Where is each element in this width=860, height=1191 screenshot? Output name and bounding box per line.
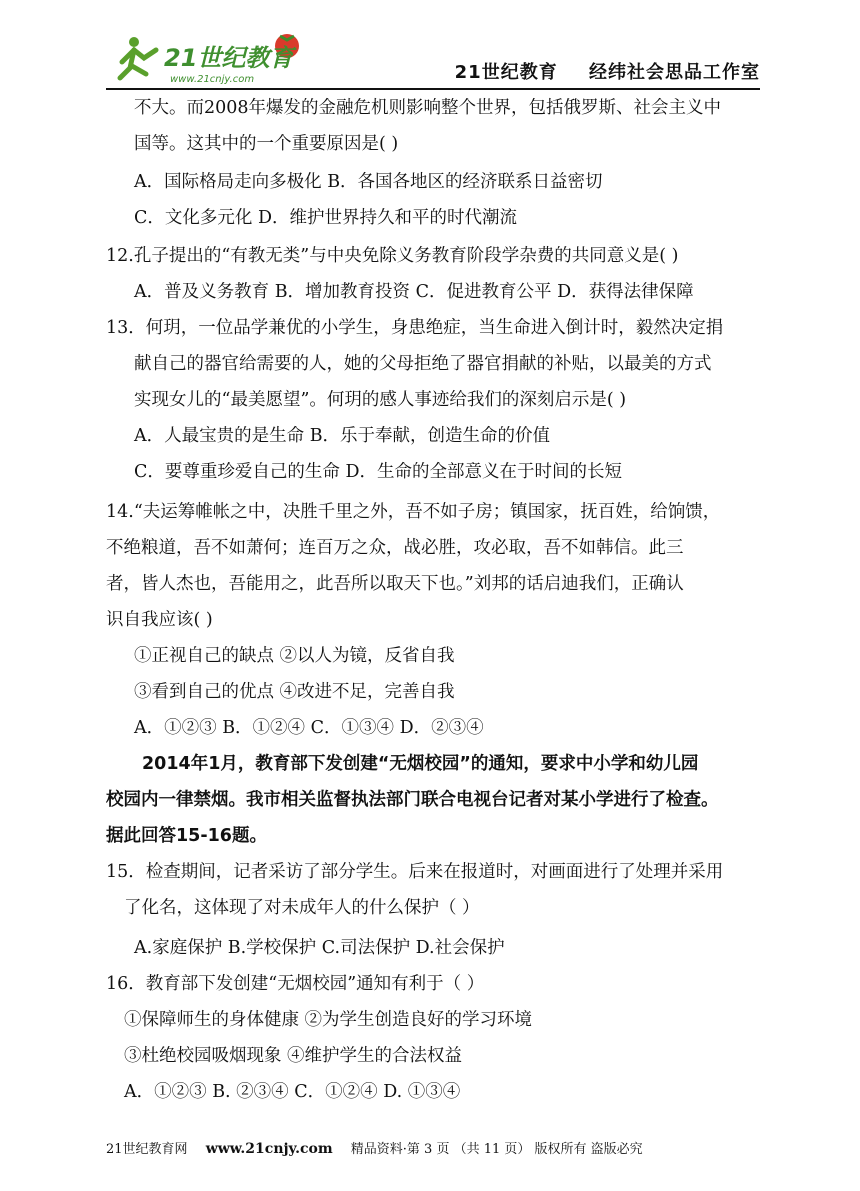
text-line: 者，皆人杰也，吾能用之，此吾所以取天下也。”刘邦的话启迪我们，正确认	[106, 574, 684, 594]
option-line: ①正视自己的缺点 ②以人为镜，反省自我	[134, 646, 455, 666]
question-16: 16．教育部下发创建“无烟校园”通知有利于（ ）	[106, 974, 485, 994]
question-13: 13．何玥，一位品学兼优的小学生，身患绝症，当生命进入倒计时，毅然决定捐	[106, 318, 724, 338]
option-line: A．①②③ B．①②④ C．①③④ D．②③④	[134, 718, 484, 738]
option-line: A．①②③ B. ②③④ C．①②④ D. ①③④	[124, 1082, 461, 1102]
text-line: 献自己的器官给需要的人，她的父母拒绝了器官捐献的补贴，以最美的方式	[134, 354, 712, 374]
option-line: ①保障师生的身体健康 ②为学生创造良好的学习环境	[124, 1010, 533, 1030]
text-line: 不绝粮道，吾不如萧何；连百万之众，战必胜，攻必取，吾不如韩信。此三	[106, 538, 684, 558]
text-line: 了化名，这体现了对未成年人的什么保护（ ）	[124, 898, 480, 918]
option-line: C．要尊重珍爱自己的生命 D．生命的全部意义在于时间的长短	[134, 462, 622, 482]
option-line: C．文化多元化 D．维护世界持久和平的时代潮流	[134, 208, 517, 228]
footer-right: 精品资料·第 3 页 （共 11 页） 版权所有 盗版必究	[350, 1142, 643, 1157]
text-line: 识自我应该( )	[106, 610, 213, 630]
option-line: A.家庭保护 B.学校保护 C.司法保护 D.社会保护	[134, 938, 505, 958]
svg-text:www.21cnjy.com: www.21cnjy.com	[170, 74, 255, 85]
text-line: 不大。而2008年爆发的金融危机则影响整个世界，包括俄罗斯、社会主义中	[134, 98, 722, 118]
svg-text:21世纪教育: 21世纪教育	[164, 44, 294, 72]
material-paragraph: 2014年1月，教育部下发创建“无烟校园”的通知，要求中小学和幼儿园	[142, 754, 699, 774]
option-line: A．人最宝贵的是生命 B．乐于奉献，创造生命的价值	[134, 426, 551, 446]
logo-21cnjy	[112, 28, 312, 88]
option-line: ③看到自己的优点 ④改进不足，完善自我	[134, 682, 455, 702]
page-header	[0, 0, 860, 92]
option-line: A．国际格局走向多极化 B．各国各地区的经济联系日益密切	[134, 172, 603, 192]
material-paragraph: 据此回答15-16题。	[106, 826, 267, 846]
footer-left: 21世纪教育网	[106, 1142, 188, 1157]
material-paragraph: 校园内一律禁烟。我市相关监督执法部门联合电视台记者对某小学进行了检查。	[106, 790, 719, 810]
question-15: 15．检查期间，记者采访了部分学生。后来在报道时，对画面进行了处理并采用	[106, 862, 724, 882]
header-brand: 21世纪教育	[454, 62, 558, 83]
text-line: 实现女儿的“最美愿望”。何玥的感人事迹给我们的深刻启示是( )	[134, 390, 627, 410]
header-title	[431, 58, 760, 84]
header-divider	[106, 88, 760, 90]
question-12: 12.孔子提出的“有教无类”与中央免除义务教育阶段学杂费的共同意义是( )	[106, 246, 679, 266]
option-line: A．普及义务教育 B．增加教育投资 C．促进教育公平 D．获得法律保障	[134, 282, 694, 302]
question-14: 14.“夫运筹帷帐之中，决胜千里之外，吾不如子房；镇国家，抚百姓，给饷馈，	[106, 502, 721, 522]
footer-site-link[interactable]: www.21cnjy.com	[205, 1141, 333, 1157]
page-footer	[106, 1138, 643, 1157]
text-line: 国等。这其中的一个重要原因是( )	[134, 134, 399, 154]
option-line: ③杜绝校园吸烟现象 ④维护学生的合法权益	[124, 1046, 463, 1066]
header-studio: 经纬社会思品工作室	[589, 62, 760, 83]
